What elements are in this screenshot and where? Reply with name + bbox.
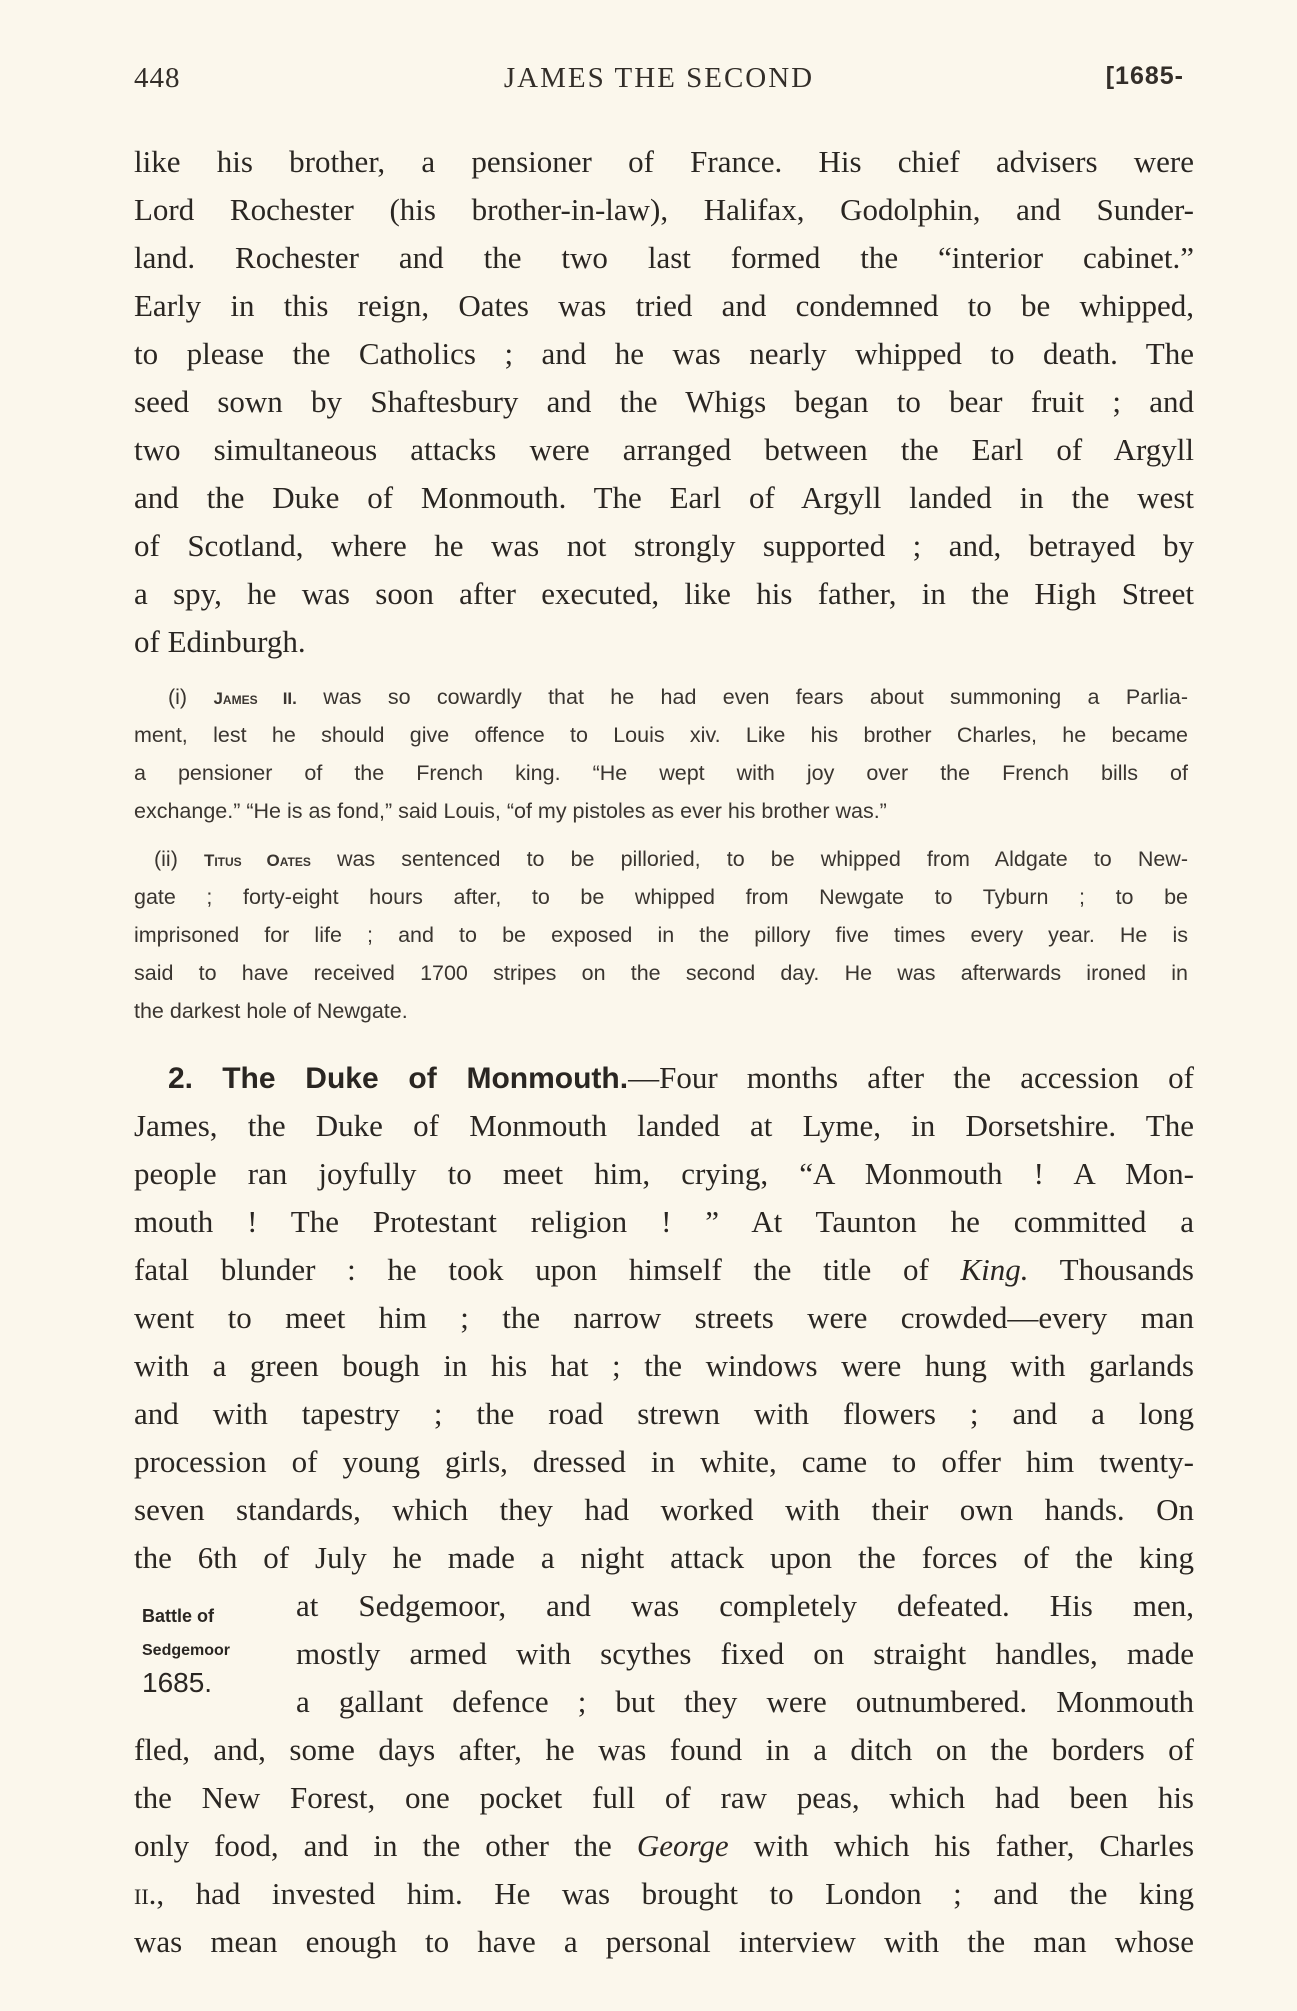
body-line: at Sedgemoor, and was completely defeated. His men, <box>296 1588 1194 1623</box>
body-line: went to meet him ; the narrow streets were crowded—every man <box>134 1300 1194 1335</box>
body-line: the 6th of July he made a night attack upon the forces of the king <box>134 1540 1194 1575</box>
footnote-text: was so cowardly that he had even fears about summoning a Parlia- <box>323 685 1188 709</box>
body-line: seven standards, which they had worked with their own hands. On <box>134 1492 1194 1527</box>
section-heading-line <box>134 1054 1194 1103</box>
section-text: —Four months after the accession of <box>628 1060 1194 1095</box>
running-title: JAMES THE SECOND <box>503 62 815 94</box>
running-header <box>134 62 1184 102</box>
text-run: with which his father, Charles <box>753 1828 1195 1863</box>
footnote-line: said to have received 1700 stripes on the second day. He was afterwards ironed in <box>134 961 1188 985</box>
body-line: and with tapestry ; the road strewn with flowers ; and a long <box>134 1396 1194 1431</box>
sidenote-year: 1685. <box>142 1667 213 1698</box>
body-line: was mean enough to have a personal interview with the man whose <box>134 1924 1194 1959</box>
text-run: only food, and in the other the <box>134 1828 612 1863</box>
footnote-label: (i) <box>168 685 188 709</box>
footnote-line: exchange.” “He is as fond,” said Louis, “of my pistoles as ever his brother was.” <box>134 799 887 823</box>
footnote-lead: Titus Oates <box>203 851 311 870</box>
body-line: procession of young girls, dressed in white, came to offer him twenty- <box>134 1444 1194 1479</box>
body-line: with a green bough in his hat ; the windows were hung with garlands <box>134 1348 1194 1383</box>
footnote-line: the darkest hole of Newgate. <box>134 999 408 1023</box>
text-run: ii. <box>134 1876 157 1911</box>
body-line <box>134 1870 1194 1918</box>
header-date: [1685- <box>1105 62 1184 90</box>
footnote-line <box>134 840 1188 880</box>
body-line: mostly armed with scythes fixed on straight handles, made <box>296 1636 1194 1671</box>
footnote-label: (ii) <box>154 847 178 871</box>
body-line: a gallant defence ; but they were outnumbered. Monmouth <box>296 1684 1194 1719</box>
section-number: 2. <box>168 1062 194 1095</box>
body-line: Lord Rochester (his brother-in-law), Halifax, Godolphin, and Sunder- <box>134 192 1194 227</box>
sidenote-place: Sedgemoor <box>142 1642 231 1659</box>
text-run: , had invested him. He was brought to London ; and the king <box>156 1876 1194 1911</box>
italic-word: King. <box>960 1252 1029 1287</box>
body-line: James, the Duke of Monmouth landed at Lyme, in Dorsetshire. The <box>134 1108 1194 1143</box>
body-line: of Scotland, where he was not strongly supported ; and, betrayed by <box>134 528 1194 563</box>
body-line: fled, and, some days after, he was found in a ditch on the borders of <box>134 1732 1194 1767</box>
footnote-text: was sentenced to be pilloried, to be whipped from Aldgate to New- <box>336 847 1188 871</box>
text-run: fatal blunder : he took upon himself the title of <box>134 1252 929 1287</box>
body-line: like his brother, a pensioner of France. His chief advisers were <box>134 144 1194 179</box>
footnote-line <box>134 678 1188 718</box>
body-line: seed sown by Shaftesbury and the Whigs began to bear fruit ; and <box>134 384 1194 419</box>
body-line: a spy, he was soon after executed, like his father, in the High Street <box>134 576 1194 611</box>
body-line: to please the Catholics ; and he was nearly whipped to death. The <box>134 336 1194 371</box>
body-line: the New Forest, one pocket full of raw peas, which had been his <box>134 1780 1194 1815</box>
body-line: two simultaneous attacks were arranged between the Earl of Argyll <box>134 432 1194 467</box>
body-line: and the Duke of Monmouth. The Earl of Argyll landed in the west <box>134 480 1194 515</box>
page-number: 448 <box>134 62 181 94</box>
body-line: Early in this reign, Oates was tried and condemned to be whipped, <box>134 288 1194 323</box>
body-line <box>134 1246 1194 1294</box>
footnote-line: imprisoned for life ; and to be exposed in the pillory five times every year. He is <box>134 923 1188 947</box>
body-line: mouth ! The Protestant religion ! ” At Taunton he committed a <box>134 1204 1194 1239</box>
footnote-lead: James II. <box>213 689 297 708</box>
body-line: of Edinburgh. <box>134 624 306 659</box>
footnote-line: ment, lest he should give offence to Louis xiv. Like his brother Charles, he became <box>134 723 1188 747</box>
sidenote-battle: Battle of <box>142 1606 214 1626</box>
body-line: people ran joyfully to meet him, crying, “A Monmouth ! A Mon- <box>134 1156 1194 1191</box>
section-heading: The Duke of Monmouth. <box>222 1062 629 1095</box>
footnote-line: gate ; forty-eight hours after, to be whipped from Newgate to Tyburn ; to be <box>134 885 1188 909</box>
footnote-line: a pensioner of the French king. “He wept with joy over the French bills of <box>134 761 1188 785</box>
text-run: Thousands <box>1059 1252 1194 1287</box>
italic-word: George <box>636 1828 729 1863</box>
body-line: land. Rochester and the two last formed the “interior cabinet.” <box>134 240 1194 275</box>
body-line <box>134 1822 1194 1870</box>
